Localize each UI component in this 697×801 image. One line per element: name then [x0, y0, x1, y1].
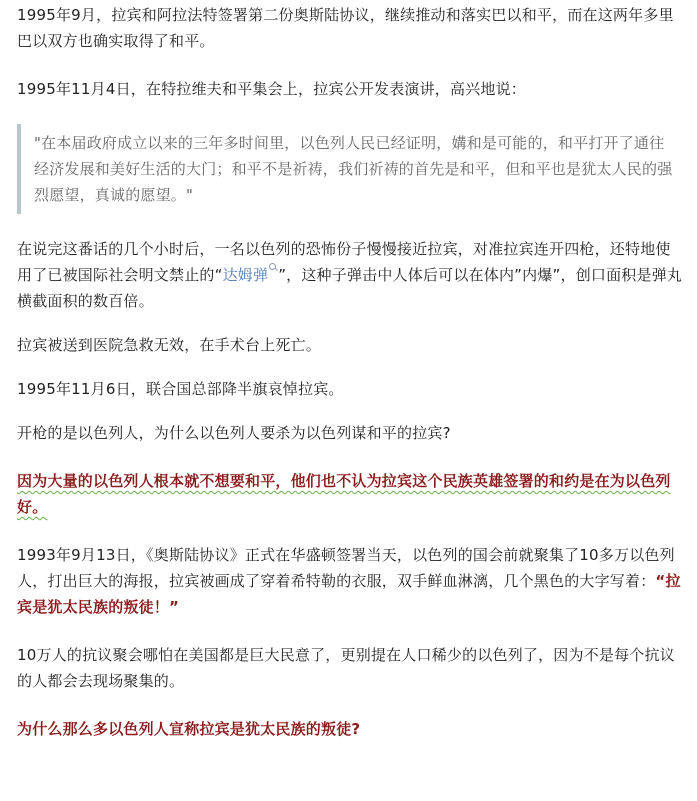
dumdum-bullet-link-label: 达姆弹: [222, 266, 269, 284]
highlight-answer-text: 因为大量的以色列人根本就不想要和平，他们也不认为拉宾这个民族英雄签署的和约是在为以色列好。: [17, 472, 671, 516]
speech-quote-text: "在本届政府成立以来的三年多时间里，以色列人民已经证明，媾和是可能的，和平打开了通往经济发展和美好生活的大门；和平不是祈祷，我们祈祷的首先是和平，但和平也是犹太人民的强烈愿望，真诚的愿望。": [34, 134, 673, 204]
paragraph-death: 拉宾被送到医院急救无效，在手术台上死亡。: [17, 336, 322, 354]
protest-slogan: “拉宾是犹太民族的叛徒！”: [17, 572, 681, 616]
paragraph-highlight-answer: [17, 468, 685, 520]
paragraph-speech-intro: 1995年11月4日，在特拉维夫和平集会上，拉宾公开发表演讲，高兴地说：: [17, 80, 527, 98]
paragraph-un-mourning: 1995年11月6日，联合国总部降半旗哀悼拉宾。: [17, 380, 344, 398]
dumdum-bullet-link[interactable]: [223, 266, 279, 284]
paragraph-protest: [17, 542, 685, 620]
paragraph-oslo-ii: 1995年9月，拉宾和阿拉法特签署第二份奥斯陆协议，继续推动和落实巴以和平，而在这两年多里巴以双方也确实取得了和平。: [17, 6, 674, 50]
paragraph-traitor-question: 为什么那么多以色列人宣称拉宾是犹太民族的叛徒?: [17, 720, 361, 738]
protest-text: 1993年9月13日，《奥斯陆协议》正式在华盛顿签署当天，以色列的国会前就聚集了10多万以色列人，打出巨大的海报，拉宾被画成了穿着希特勒的衣服，双手鲜血淋漓，几个黑色的大字写着：: [17, 546, 675, 590]
search-icon: [269, 263, 278, 272]
paragraph-question: 开枪的是以色列人，为什么以色列人要杀为以色列谋和平的拉宾?: [17, 424, 451, 442]
paragraph-protest-scale: 10万人的抗议聚会哪怕在美国都是巨大民意了，更别提在人口稀少的以色列了，因为不是每个抗议的人都会去现场聚集的。: [17, 646, 675, 690]
assassination-text-end: ”，这种子弹击中人体后可以在体内”内爆”，创口面积是弹丸横截面积的数百倍。: [17, 266, 683, 310]
paragraph-assassination: [17, 236, 685, 314]
speech-quote: [17, 124, 685, 214]
assassination-text-start: 在说完这番话的几个小时后，一名以色列的恐怖份子慢慢接近拉宾，对准拉宾连开四枪，还特地使用了已被国际社会明文禁止的“: [17, 240, 671, 284]
